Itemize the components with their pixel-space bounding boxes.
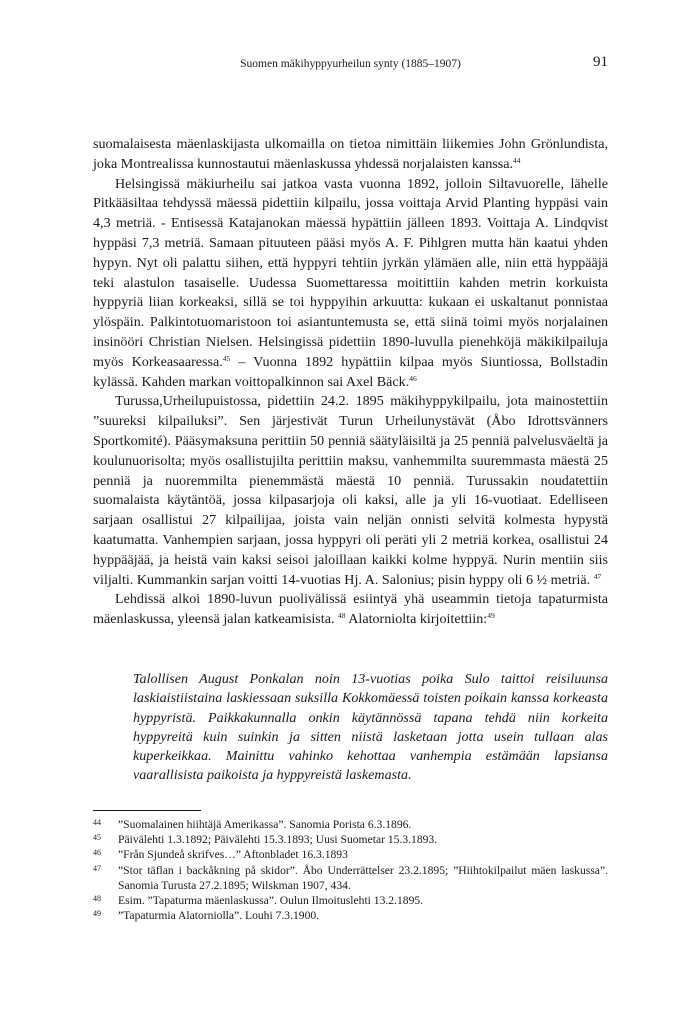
footnotes xyxy=(93,817,608,923)
paragraph-text: suomalaisesta mäenlaskijasta ulkomailla on tietoa nimittäin liikemies John Grönlundista, joka Montrealissa kunnostautui mäenlaskussa yhdessä norjalaisten kanssa. xyxy=(93,136,608,172)
footnote-number: 46 xyxy=(93,848,101,858)
footnote xyxy=(93,817,608,832)
footnote-ref[interactable]: 46 xyxy=(409,373,417,383)
paragraph-text: Turussa,Urheilupuistossa, pidettiin 24.2. 1895 mäkihyppykilpailu, jota mainostettiin ”suureksi kilpailuksi”. Sen järjestivät Turun Urheilunystävät (Åbo Idrottsvänners Sportkomité). Pääsymaksuna perittiin 50 penniä säätyläisiltä ja 25 penniä palvelusväeltä ja koulunuorisolta; myös osallistujilta perittiin maksu, vanhemmilta suuremmasta mäestä 25 penniä ja nuoremmilta pienemmästä mäestä 10 penniä. Turussakin noudatettiin suomalaista käytäntöä, jossa kilpasarjoja oli kaksi, alle ja yli 16-vuotiaat. Edelliseen sarjaan osallistui 27 kilpailijaa, joista vain neljän onnisti selvitä kolmesta hypystä kaatumatta. Vanhempien sarjaan, jossa hyppyri oli peräti yli 2 metriä korkea, osallistui 24 hyppääjää, ja heistä vain kaksi seisoi jaloillaan kaikki kolme hyppyä. Nurin mentiin siis viljalti. Kummankin sarjan voitti 14-vuotias Hj. A. Salonius; pisin hyppy oli 6 ½ metriä. xyxy=(93,393,608,588)
footnote xyxy=(93,893,608,908)
footnote-divider xyxy=(93,810,201,811)
footnote-number: 44 xyxy=(93,818,101,827)
footnote-ref[interactable]: 44 xyxy=(512,155,521,165)
paragraph xyxy=(93,175,608,393)
footnote xyxy=(93,908,608,923)
footnote-ref[interactable]: 45 xyxy=(222,353,231,363)
running-title: Suomen mäkihyppyurheilun synty (1885–1907) xyxy=(240,58,461,70)
paragraph-text: Lehdissä alkoi 1890-luvun puolivälissä esiintyä yhä useammin tietoja tapaturmista mäenlaskussa, yleensä jalan katkeamisista. xyxy=(93,591,608,628)
footnote-text: ”Från Sjundeå skrifves…” Aftonbladet 16.3.1893 xyxy=(118,848,348,862)
footnote-text: ”Suomalainen hiihtäjä Amerikassa”. Sanomia Porista 6.3.1896. xyxy=(118,818,412,831)
footnote xyxy=(93,832,608,847)
footnote-text: Esim. ”Tapaturma mäenlaskussa”. Oulun Ilmoituslehti 13.2.1895. xyxy=(118,894,424,908)
block-quote: Talollisen August Ponkalan noin 13-vuotias poika Sulo taittoi reisiluunsa laskiaistiistaina laskiessaan suksilla Kokkomäessä toisten poikain kanssa korkeasta hyppyristä. Paikkakunnalla onkin käytännössä tapana tehdä niin korkeita hyppyreitä kuin suinkin ja sitten niistä lasketaan jotta usein tullaan alas kuperkeikkaa. Mainittu vahinko kehottaa vanhempia estämään lapsiansa vaarallisista paikoista ja hyppyreistä laskemasta. xyxy=(133,671,608,784)
paragraph xyxy=(93,392,608,590)
paragraph xyxy=(93,590,608,630)
footnote-number: 45 xyxy=(93,833,101,843)
paragraph-text: Alatorniolta kirjoitettiin: xyxy=(345,611,488,628)
footnote xyxy=(93,847,608,862)
paragraph-text: Helsingissä mäkiurheilu sai jatkoa vasta vuonna 1892, jolloin Siltavuorelle, lähelle Pitkääsiltaa tehdyssä mäessä pidettiin kilpailu, jossa voittaja Arvid Planting hyppäsi vain 4,3 metriä. - Entisessä Katajanokan mäessä hypättiin jälleen 1893. Voittaja A. Lindqvist hyppäsi 7,3 metriä. Samaan pituuteen pääsi myös A. F. Pihlgren mutta hän kaatui yhden hypyn. Nyt oli palattu siihen, että hyppyri tehtiin jyrkän ylämäen alle, niin että hyppääjä teki alastulon tasaiselle. Uudessa Suomettaressa moitittiin kahden metrin korkuista hyppyriä liian korkeaksi, sillä se toi hyppyihin arkuutta: kukaan ei uskaltanut ponnistaa ylöspäin. Palkintotuomaristoon toi asiantuntemusta se, että siinä toimi myös norjalainen insinööri Christian Nielsen. Helsingissä pidettiin 1890-luvulla pienehköjä mäkikilpailuja myös Korkeasaaressa. xyxy=(93,175,608,370)
body-text xyxy=(93,135,608,630)
paragraph-text: – Vuonna 1892 hypättiin kilpaa myös Siuntiossa, Bollstadin kylässä. Kahden markan voittopalkinnon sai Axel Bäck. xyxy=(93,353,609,390)
paragraph xyxy=(93,135,608,175)
footnote-number: 49 xyxy=(93,909,101,919)
running-header xyxy=(93,56,608,76)
page-number: 91 xyxy=(593,54,608,70)
footnote-text: Päivälehti 1.3.1892; Päivälehti 15.3.1893; Uusi Suometar 15.3.1893. xyxy=(118,833,438,847)
footnote-number: 48 xyxy=(93,894,101,904)
footnote-ref[interactable]: 48 xyxy=(338,611,346,621)
footnote-ref[interactable]: 47 xyxy=(593,571,602,581)
footnote-number: 47 xyxy=(93,863,101,873)
footnote-ref[interactable]: 49 xyxy=(487,611,495,621)
footnote-text: ”Tapaturmia Alatorniolla”. Louhi 7.3.1900. xyxy=(118,909,320,923)
footnote-text: ”Stor täflan i backåkning på skidor”. Åbo Underrättelser 23.2.1895; ”Hiihtokilpailut mäen laskussa”. Sanomia Turusta 27.2.1895; Wilskman 1907, 434. xyxy=(118,863,608,892)
footnote xyxy=(93,863,608,893)
